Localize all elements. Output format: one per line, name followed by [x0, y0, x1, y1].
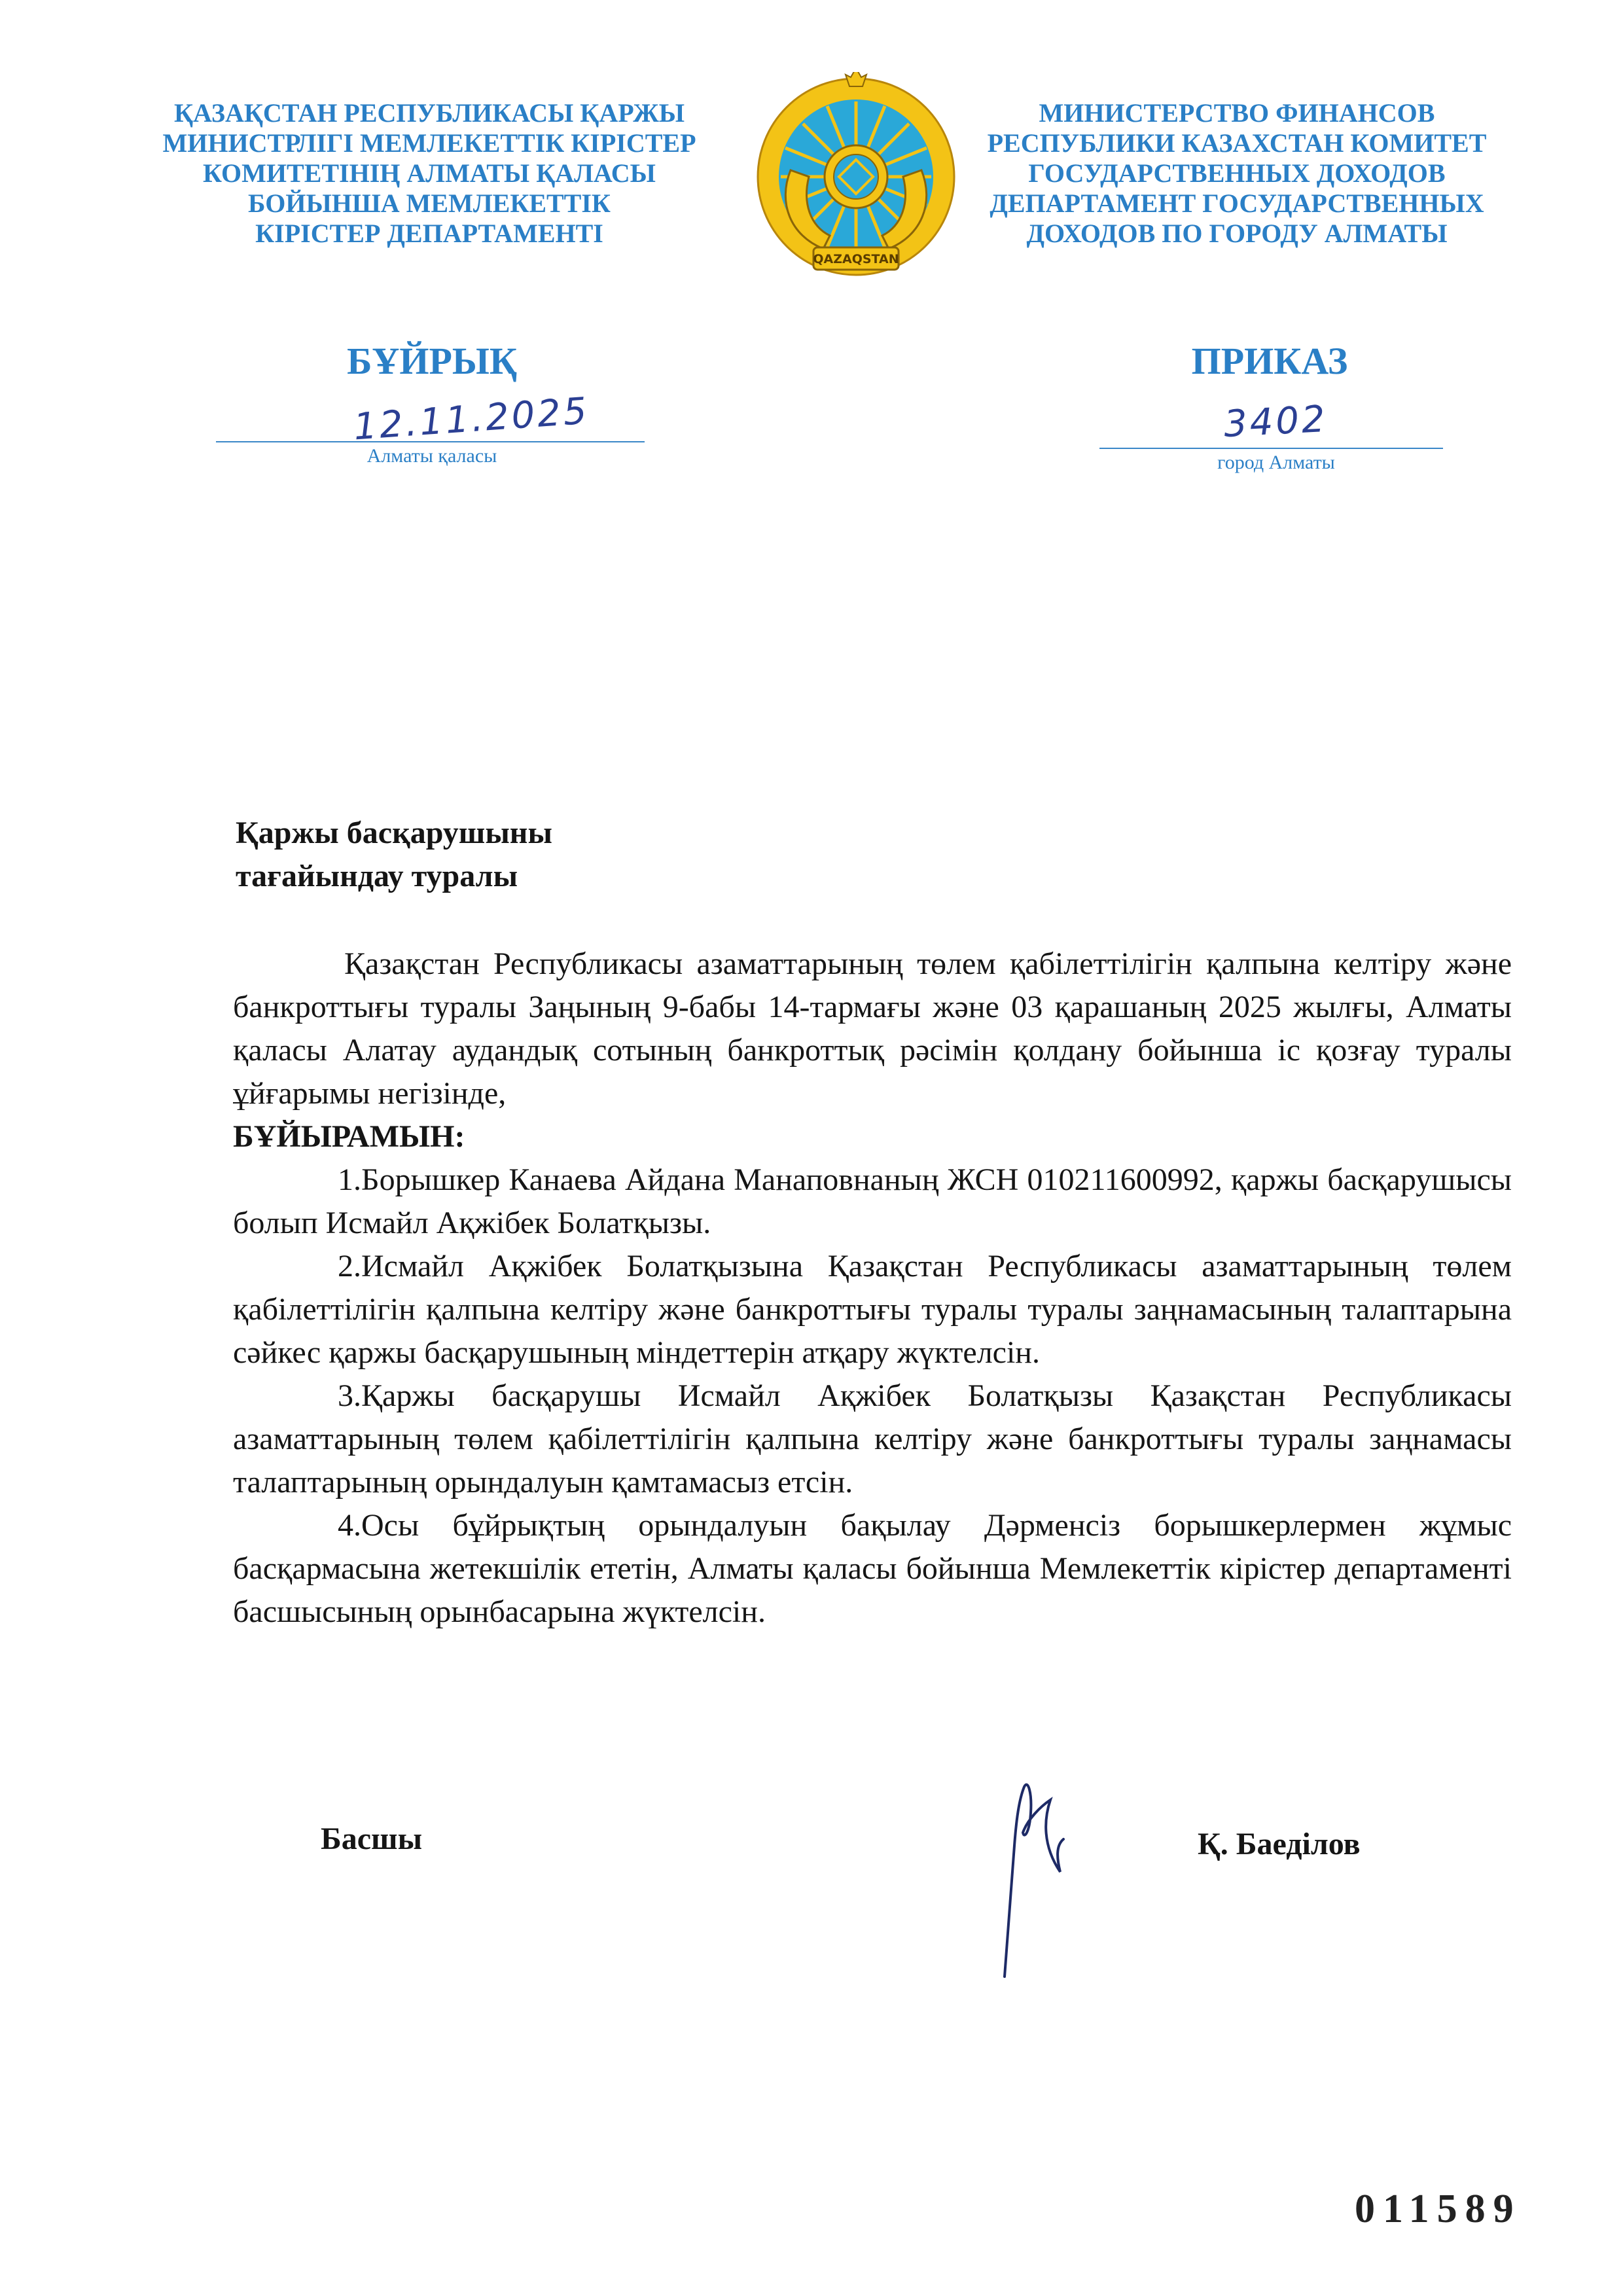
order-item: 3.Қаржы басқарушы Исмайл Ақжібек Болатқызы Қазақстан Республикасы азаматтарының төлем қабілеттілігін қалпына келтіру және банкроттығы туралы заңнамасы талаптарының орындалуын қамтамасыз етсін.: [233, 1378, 1512, 1499]
header-kz-line: КІРІСТЕР ДЕПАРТАМЕНТІ: [255, 219, 603, 248]
header-ru: [942, 98, 1531, 249]
header-kz-line: ҚАЗАҚСТАН РЕСПУБЛИКАСЫ ҚАРЖЫ: [173, 98, 685, 128]
signer-title: Басшы: [321, 1821, 423, 1856]
preamble-paragraph: [233, 942, 1512, 1158]
order-item: 2.Исмайл Ақжібек Болатқызына Қазақстан Республикасы азаматтарының төлем қабілеттілігін қалпына келтіру және банкроттығы туралы туралы заңнамасының талаптарына сәйкес қаржы басқарушының міндеттерін атқару жүктелсін.: [233, 1249, 1512, 1370]
header-ru-line: ГОСУДАРСТВЕННЫХ ДОХОДОВ: [1028, 158, 1446, 188]
document-subject: [236, 812, 955, 898]
city-ru: город Алматы: [1217, 452, 1335, 473]
signer-name: Қ. Баеділов: [1198, 1827, 1361, 1861]
header-ru-line: МИНИСТЕРСТВО ФИНАНСОВ: [1039, 98, 1435, 128]
order-item: 1.Борышкер Канаева Айдана Манаповнаның ЖСН 010211600992, қаржы басқарушысы болып Исмайл Ақжібек Болатқызы.: [233, 1162, 1512, 1240]
decree-word: БҰЙЫРАМЫН:: [233, 1119, 465, 1154]
order-title-ru: ПРИКАЗ: [1191, 340, 1348, 382]
preamble-text: Қазақстан Республикасы азаматтарының төлем қабілеттілігін қалпына келтіру және банкроттығы туралы Заңының 9-бабы 14-тармағы және 03 қарашаның 2025 жылғы, Алматы қаласы Алатау аудандық сотының банкроттық рәсімін қолдану бойынша іс қозғау туралы ұйғарымы негізінде,: [233, 946, 1512, 1111]
header-ru-line: ДОХОДОВ ПО ГОРОДУ АЛМАТЫ: [1026, 219, 1448, 248]
emblem-label: QAZAQSTAN: [813, 252, 899, 266]
header-kz-line: КОМИТЕТІНІҢ АЛМАТЫ ҚАЛАСЫ: [203, 158, 656, 188]
subject-line: Қаржы басқарушыны: [236, 816, 552, 850]
number-underline: [1099, 448, 1443, 449]
header-kz: [135, 98, 724, 249]
order-title-kz: БҰЙРЫҚ: [347, 340, 517, 382]
order-date-handwritten: 12.11.2025: [352, 389, 591, 449]
header-ru-line: РЕСПУБЛИКИ КАЗАХСТАН КОМИТЕТ: [987, 128, 1487, 158]
header-kz-line: МИНИСТРЛІГІ МЕМЛЕКЕТТІК КІРІСТЕР: [162, 128, 696, 158]
form-serial-number: 011589: [1355, 2187, 1522, 2231]
date-underline: [216, 441, 645, 442]
header-ru-line: ДЕПАРТАМЕНТ ГОСУДАРСТВЕННЫХ: [990, 188, 1484, 218]
city-kz: Алматы қаласы: [366, 445, 497, 467]
handwritten-signature-icon: [978, 1767, 1096, 1983]
order-number-handwritten: 3402: [1222, 397, 1329, 446]
document-body: [233, 942, 1512, 1634]
subject-line: тағайындау туралы: [236, 859, 518, 893]
order-item: 4.Осы бұйрықтың орындалуын бақылау Дәрменсіз борышкерлермен жұмыс басқармасына жетекшілік ететін, Алматы қаласы бойынша Мемлекеттік кірістер департаменті басшысының орынбасарына жүктелсін.: [233, 1508, 1512, 1629]
state-emblem-icon: [751, 72, 961, 288]
header-kz-line: БОЙЫНША МЕМЛЕКЕТТІК: [248, 188, 611, 218]
